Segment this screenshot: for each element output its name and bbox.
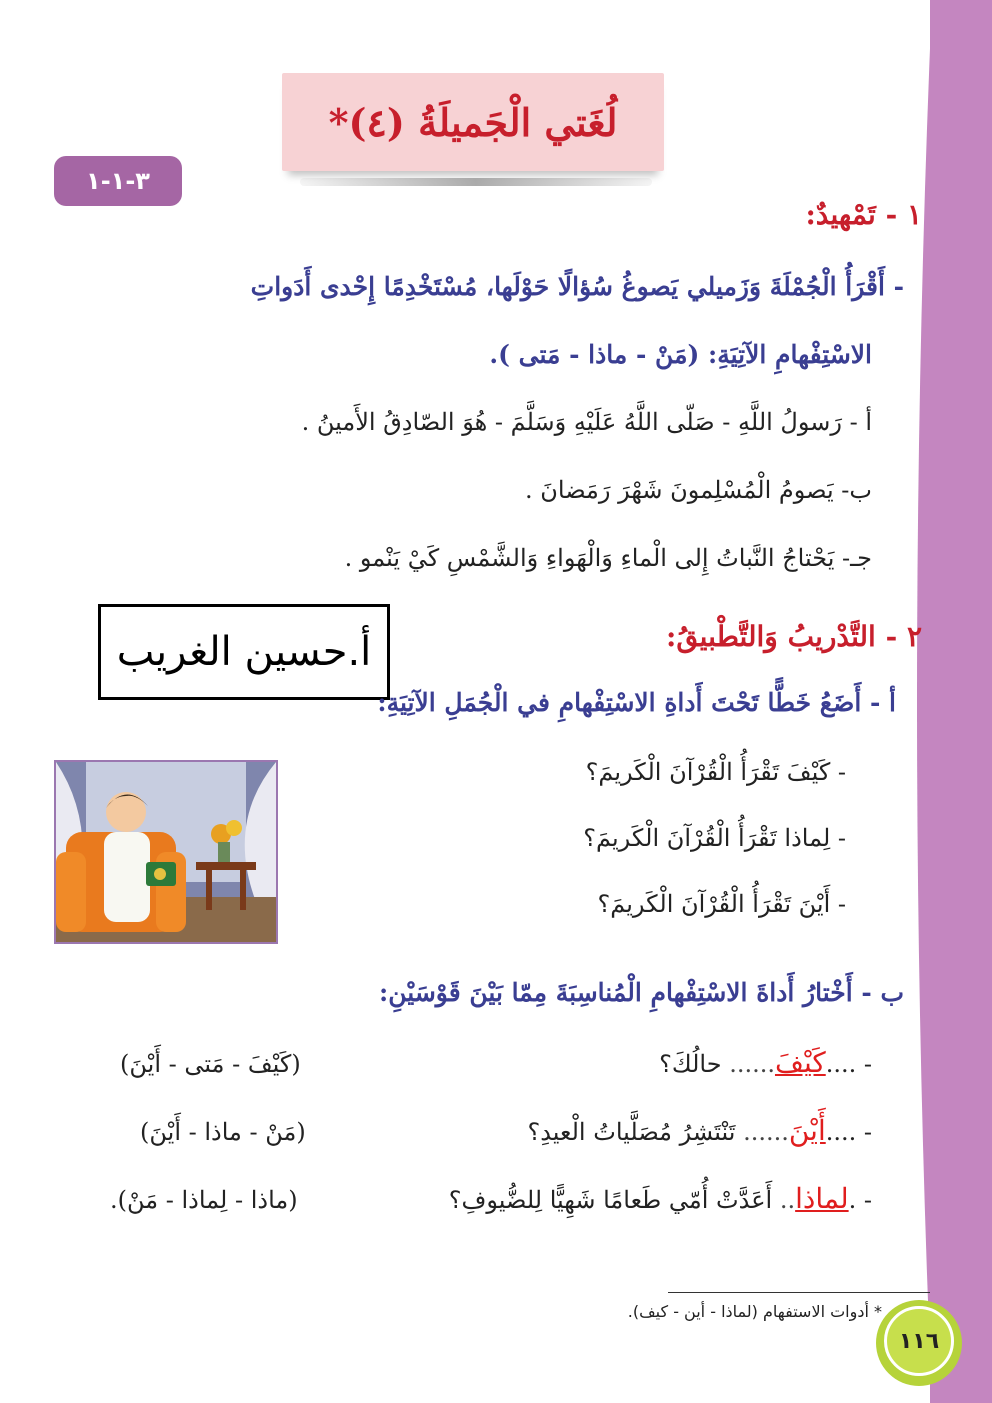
teacher-name-box (98, 604, 390, 700)
part-b-instruction: ب - أَخْتارُ أَداةَ الاسْتِفْهامِ الْمُناسِبَةَ مِمّا بَيْنَ قَوْسَيْنِ: (379, 978, 904, 1007)
footnote: * أدوات الاستفهام (لماذا - أين - كيف). (627, 1302, 882, 1321)
item-2-dots: ...... (743, 1118, 789, 1146)
lesson-title-box (282, 73, 664, 171)
item-1-prefix: - .... (825, 1050, 872, 1078)
boy-reading-icon (56, 762, 276, 942)
part-b-item-2 (527, 1114, 872, 1147)
lesson-title: لُغَتي الْجَميلَةُ (٤)* (328, 99, 618, 145)
item-1-answer: كَيْفَ (774, 1046, 826, 1079)
teacher-name: أ.حسين الغريب (116, 629, 372, 675)
part-a-sentence-1: - كَيْفَ تَقْرَأُ الْقُرْآنَ الْكَريمَ؟ (585, 758, 846, 786)
page-number-badge (876, 1300, 962, 1386)
part-b-item-1 (659, 1046, 872, 1079)
item-1-rest: حالُكَ؟ (659, 1050, 730, 1078)
item-1-dots: ...... (729, 1050, 775, 1078)
part-b-item-2-options: (مَنْ - ماذا - أَيْنَ) (140, 1118, 306, 1146)
item-3-answer: لماذا (795, 1182, 849, 1215)
footnote-divider (668, 1292, 930, 1293)
section1-heading: ١ - تَمْهيدٌ: (805, 198, 922, 231)
part-a-instruction: أ - أَضَعُ خَطًّا تَحْتَ أَداةِ الاسْتِفْهامِ في الْجُمَلِ الآتِيَةِ: (377, 688, 896, 717)
section2-heading: ٢ - التَّدْريبُ وَالتَّطْبيقُ: (665, 620, 922, 653)
item-3-rest: أَعَدَّتْ أُمّي طَعامًا شَهِيًّا لِلضُّيوفِ؟ (448, 1186, 780, 1214)
section1-sentence-c: جـ- يَحْتاجُ النَّباتُ إِلى الْماءِ وَالْهَواءِ وَالشَّمْسِ كَيْ يَنْمو . (344, 544, 872, 572)
item-2-rest: تَنْتَشِرُ مُصَلَّياتُ الْعيدِ؟ (527, 1118, 744, 1146)
part-b-item-3-options: (ماذا - لِماذا - مَنْ). (110, 1186, 298, 1214)
item-3-dots: .. (779, 1186, 796, 1214)
item-2-prefix: - .... (825, 1118, 872, 1146)
item-2-answer: أَيْنَ (788, 1114, 826, 1147)
section1-sentence-a: أ - رَسولُ اللَّهِ - صَلّى اللَّهُ عَلَيْهِ وَسَلَّمَ - هُوَ الصّادِقُ الأَمينُ . (301, 408, 872, 436)
title-shadow-bar (300, 178, 652, 186)
section1-sentence-b: ب- يَصومُ الْمُسْلِمونَ شَهْرَ رَمَضانَ . (525, 476, 872, 504)
lesson-code: ٣-١-١ (86, 167, 150, 195)
section1-instruction-line2: الاسْتِفْهامِ الآتِيَةِ: (مَنْ - ماذا - مَتى ). (489, 340, 872, 369)
part-a-sentence-2: - لِماذا تَقْرَأُ الْقُرْآنَ الْكَريمَ؟ (583, 824, 846, 852)
part-a-sentence-3: - أَيْنَ تَقْرَأُ الْقُرْآنَ الْكَريمَ؟ (597, 890, 846, 918)
lesson-code-badge (54, 156, 182, 206)
boy-reading-illustration (54, 760, 278, 944)
page-number: ١١٦ (884, 1306, 954, 1376)
item-3-prefix: - . (848, 1186, 872, 1214)
part-b-item-3 (449, 1182, 872, 1215)
section1-instruction-line1: - أَقْرَأُ الْجُمْلَةَ وَزَميلي يَصوغُ سُؤالًا حَوْلَها، مُسْتَخْدِمًا إِحْدى أَدَواتِ (250, 272, 904, 301)
part-b-item-1-options: (كَيْفَ - مَتى - أَيْنَ) (120, 1050, 301, 1078)
